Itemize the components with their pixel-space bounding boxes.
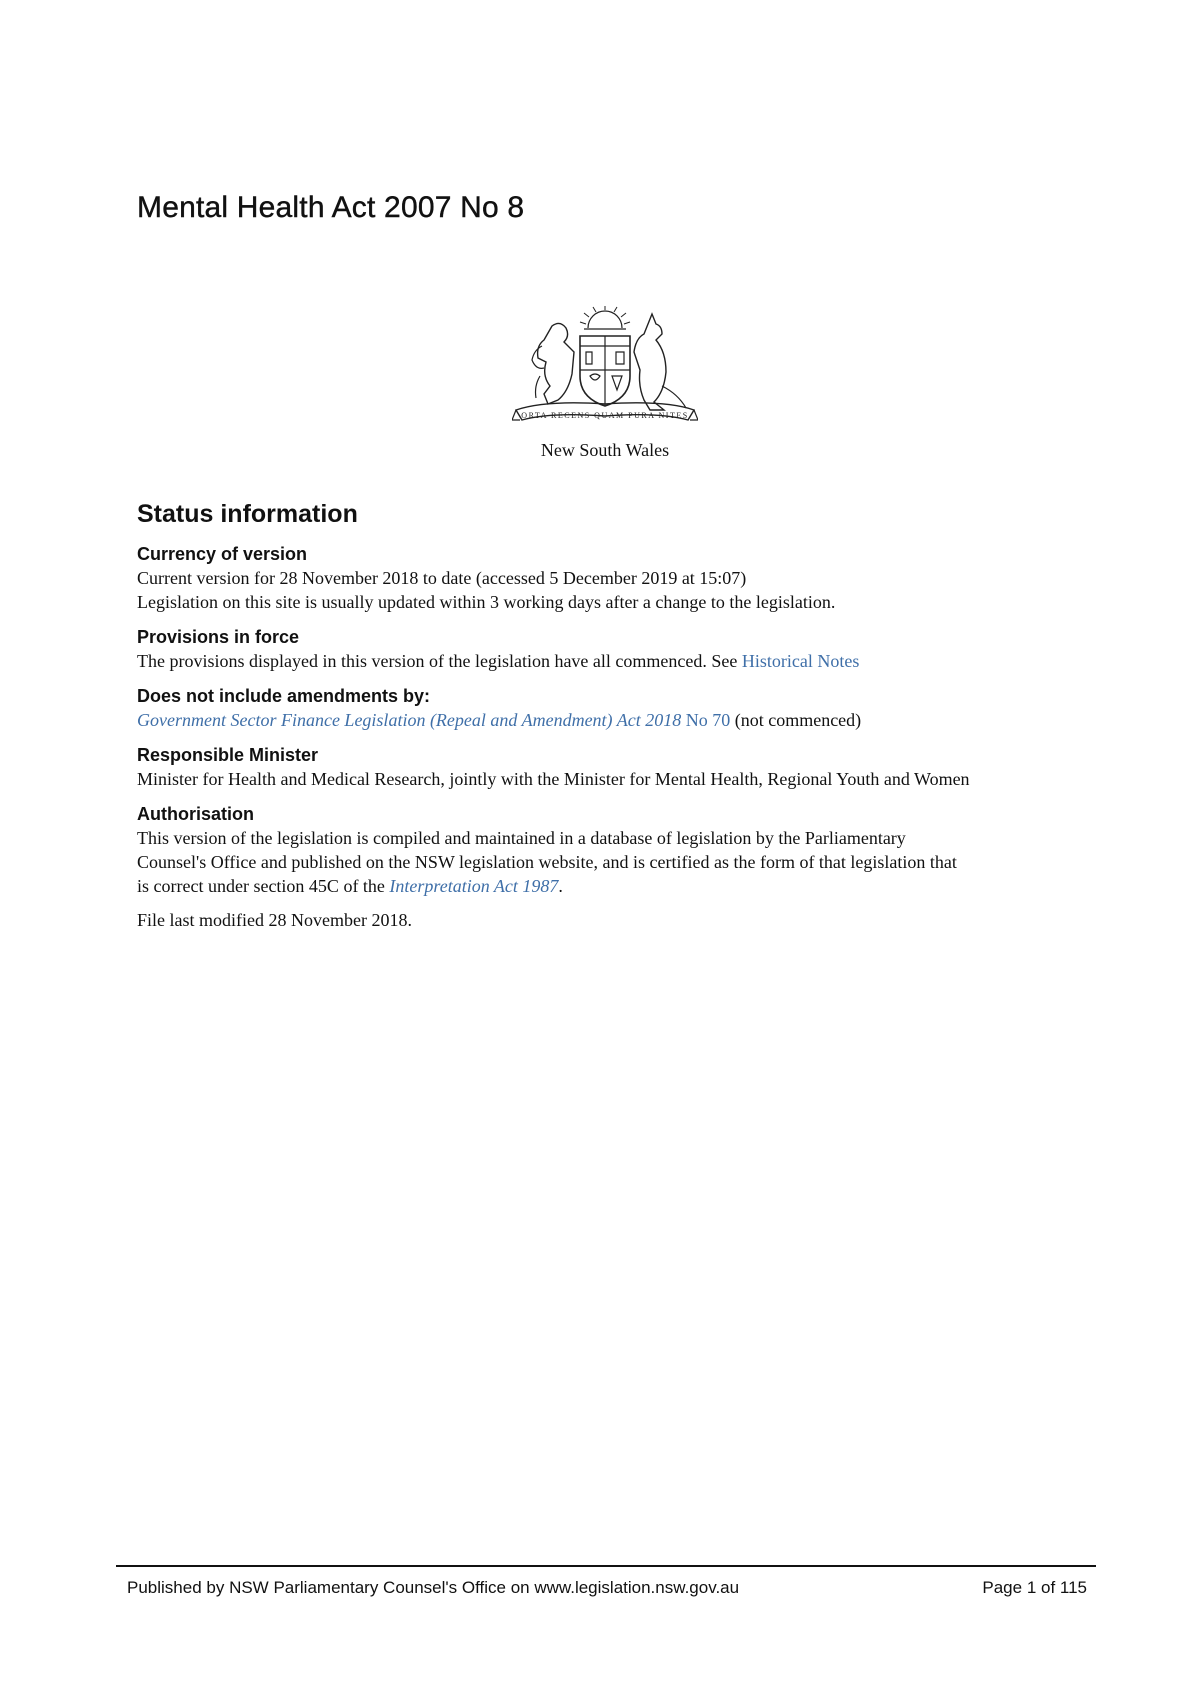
amendments-heading: Does not include amendments by: [137, 686, 431, 706]
currency-section [137, 543, 1087, 614]
provisions-line [137, 649, 1087, 673]
authorisation-line-1: This version of the legislation is compiled and maintained in a database of legislation by the Parliamentary [137, 828, 906, 848]
authorisation-line-2: Counsel's Office and published on the NSW legislation website, and is certified as the form of that legislation that [137, 852, 957, 872]
status-heading: Status information [137, 500, 358, 528]
file-last-modified: File last modified 28 November 2018. [137, 910, 412, 930]
crest-caption: New South Wales [540, 440, 670, 460]
historical-notes-link[interactable]: Historical Notes [741, 651, 860, 671]
provisions-text: The provisions displayed in this version of the legislation have all commenced. See [137, 651, 742, 671]
amending-act-link[interactable]: Government Sector Finance Legislation (Repeal and Amendment) Act 2018 [137, 710, 682, 730]
amending-act-number-link[interactable]: No 70 [685, 710, 731, 730]
minister-section [137, 744, 1087, 791]
page-footer [127, 1578, 1087, 1598]
footer-publisher: Published by NSW Parliamentary Counsel's Office on www.legislation.nsw.gov.au [127, 1578, 740, 1597]
minister-text: Minister for Health and Medical Research, jointly with the Minister for Mental Health, Regional Youth and Women [137, 769, 970, 789]
status-information [137, 500, 1087, 949]
document-title: Mental Health Act 2007 No 8 [137, 191, 525, 224]
authorisation-line-3-prefix: is correct under section 45C of the [137, 876, 390, 896]
nsw-coat-of-arms-logo [512, 306, 698, 432]
crest-motto: ORTA RECENS QUAM PURA NITES [521, 411, 689, 420]
authorisation-line-3 [137, 874, 1087, 898]
minister-heading: Responsible Minister [137, 745, 319, 765]
amendments-section [137, 685, 1087, 732]
provisions-heading: Provisions in force [137, 627, 300, 647]
provisions-section [137, 626, 1087, 673]
footer-page-number: Page 1 of 115 [982, 1578, 1087, 1597]
authorisation-line-3-suffix: . [558, 876, 563, 896]
amendments-line [137, 708, 1087, 732]
currency-line: Current version for 28 November 2018 to date (accessed 5 December 2019 at 15:07) [137, 568, 747, 588]
interpretation-act-link[interactable]: Interpretation Act 1987 [389, 876, 559, 896]
authorisation-heading: Authorisation [137, 804, 254, 824]
currency-heading: Currency of version [137, 544, 308, 564]
update-notice-line: Legislation on this site is usually updated within 3 working days after a change to the legislation. [137, 592, 836, 612]
amendments-note: (not commenced) [730, 710, 862, 730]
authorisation-section [137, 803, 1087, 898]
footer-divider [116, 1565, 1096, 1567]
